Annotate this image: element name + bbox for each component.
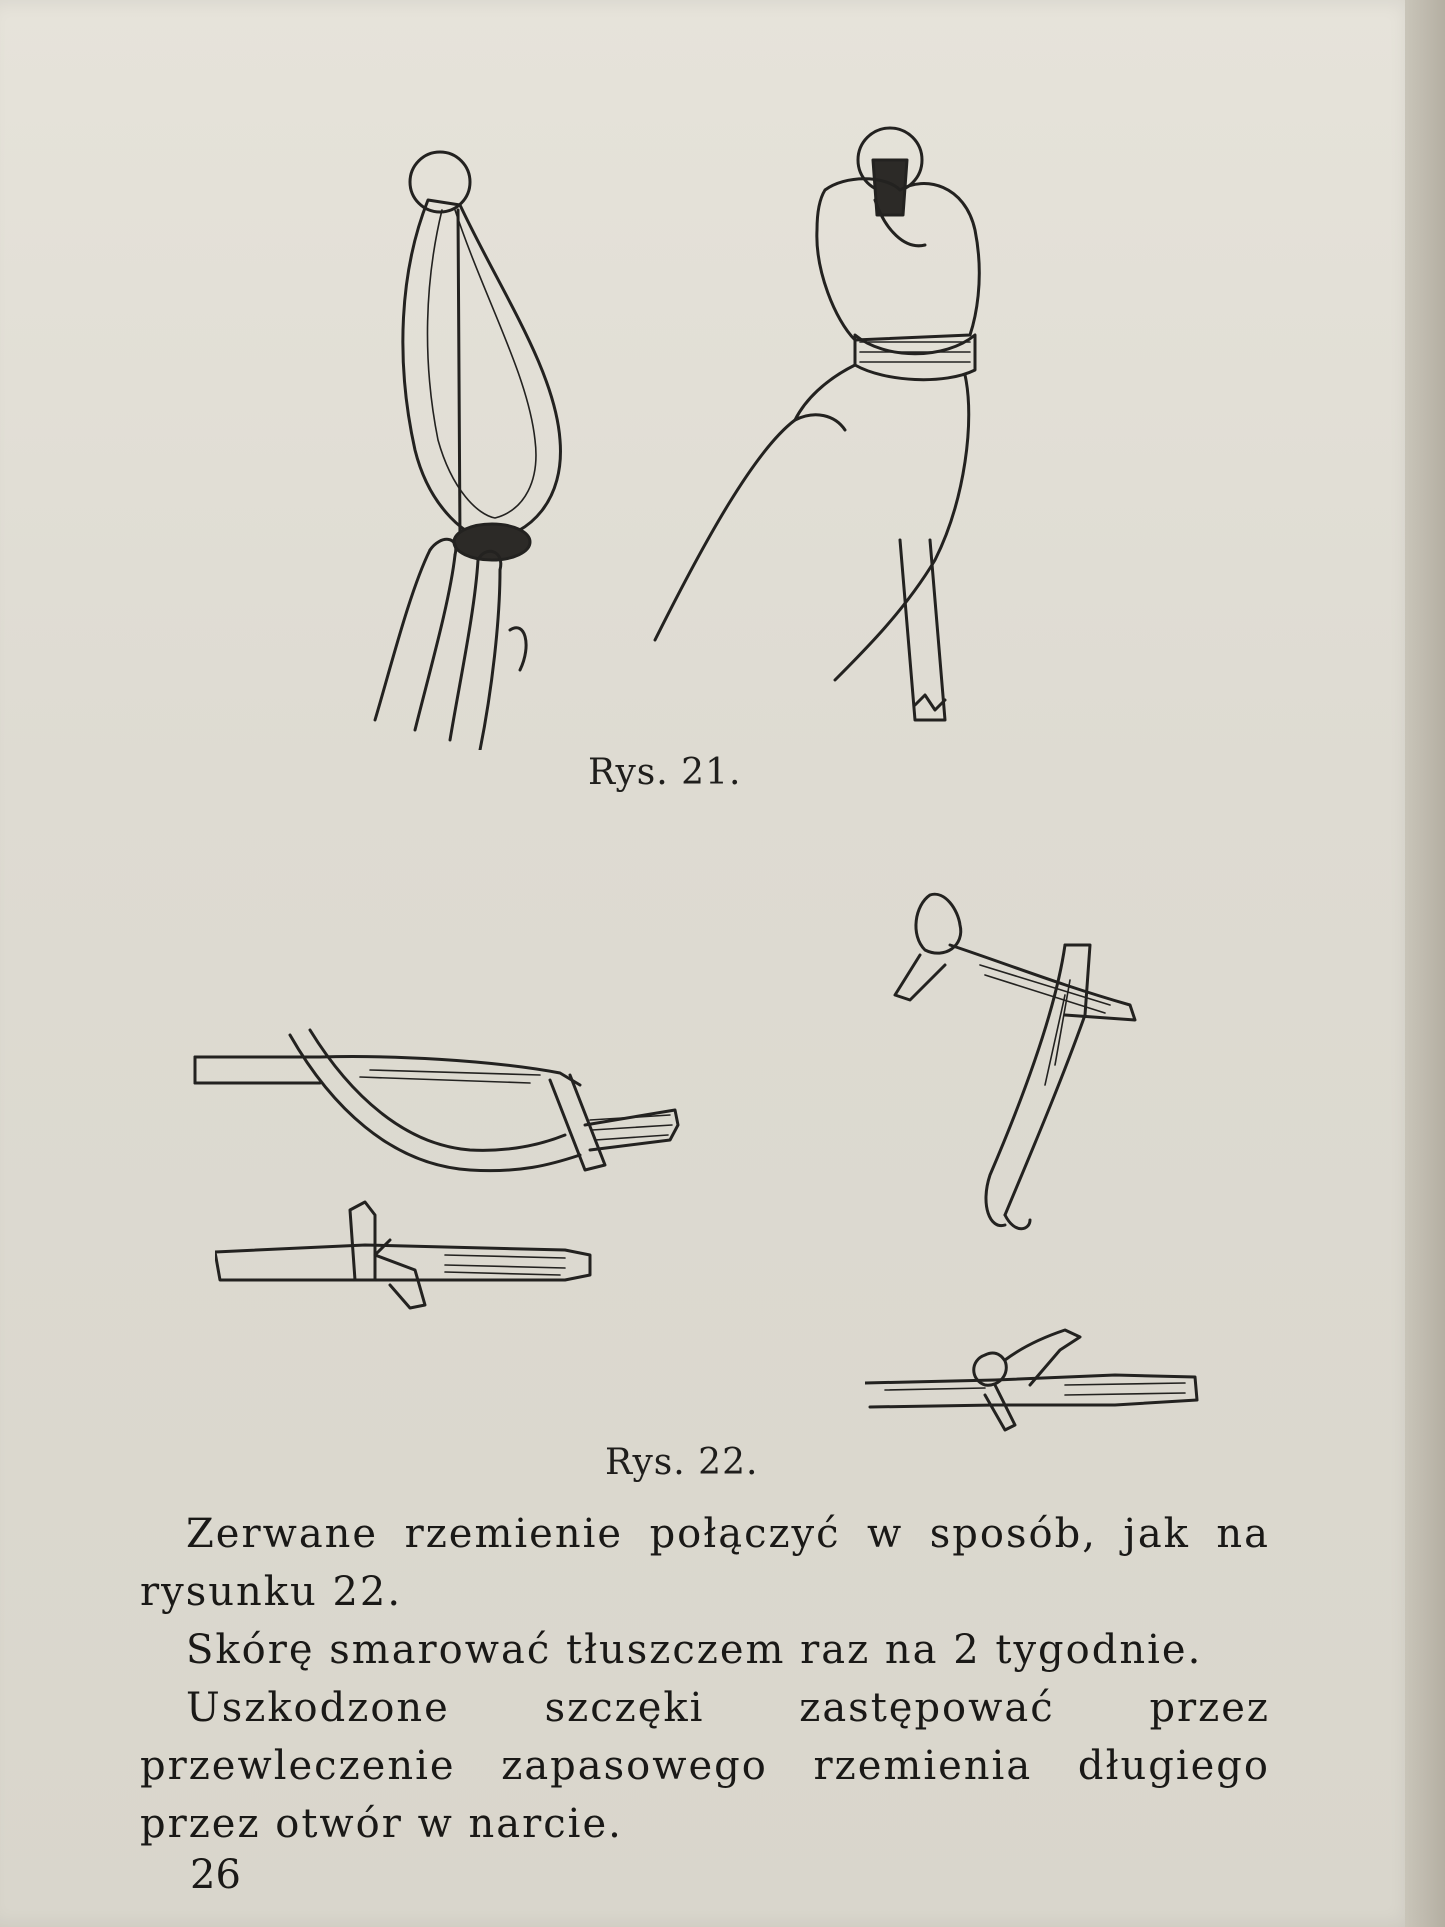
- figure-22-left-top-loose-join: [190, 1025, 680, 1185]
- figure-22-right-top-threaded-strap: [890, 885, 1140, 1240]
- figure-22-left-bottom-tight-join: [215, 1200, 595, 1315]
- paragraph-strap-repair: Zerwane rzemienie połączyć w sposób, jak na rysunku 22.: [140, 1511, 1270, 1615]
- body-text: [140, 1505, 1270, 1853]
- figure-22-right-bottom-knot: [865, 1325, 1200, 1435]
- paragraph-binding-replacement: Uszkodzone szczęki zastępować przez przewleczenie zapasowego rzemienia długiego przez otwór w narcie.: [140, 1685, 1270, 1847]
- page-number: 26: [190, 1852, 241, 1898]
- page-edge: [1405, 0, 1445, 1927]
- paragraph-leather-care: Skórę smarować tłuszczem raz na 2 tygodnie.: [186, 1627, 1203, 1673]
- figure-21-caption: Rys. 21.: [588, 752, 742, 793]
- figure-21-left-strap-loop: [360, 150, 590, 750]
- figure-22-caption: Rys. 22.: [605, 1442, 759, 1483]
- figure-21-right-fist-grip: [645, 120, 995, 730]
